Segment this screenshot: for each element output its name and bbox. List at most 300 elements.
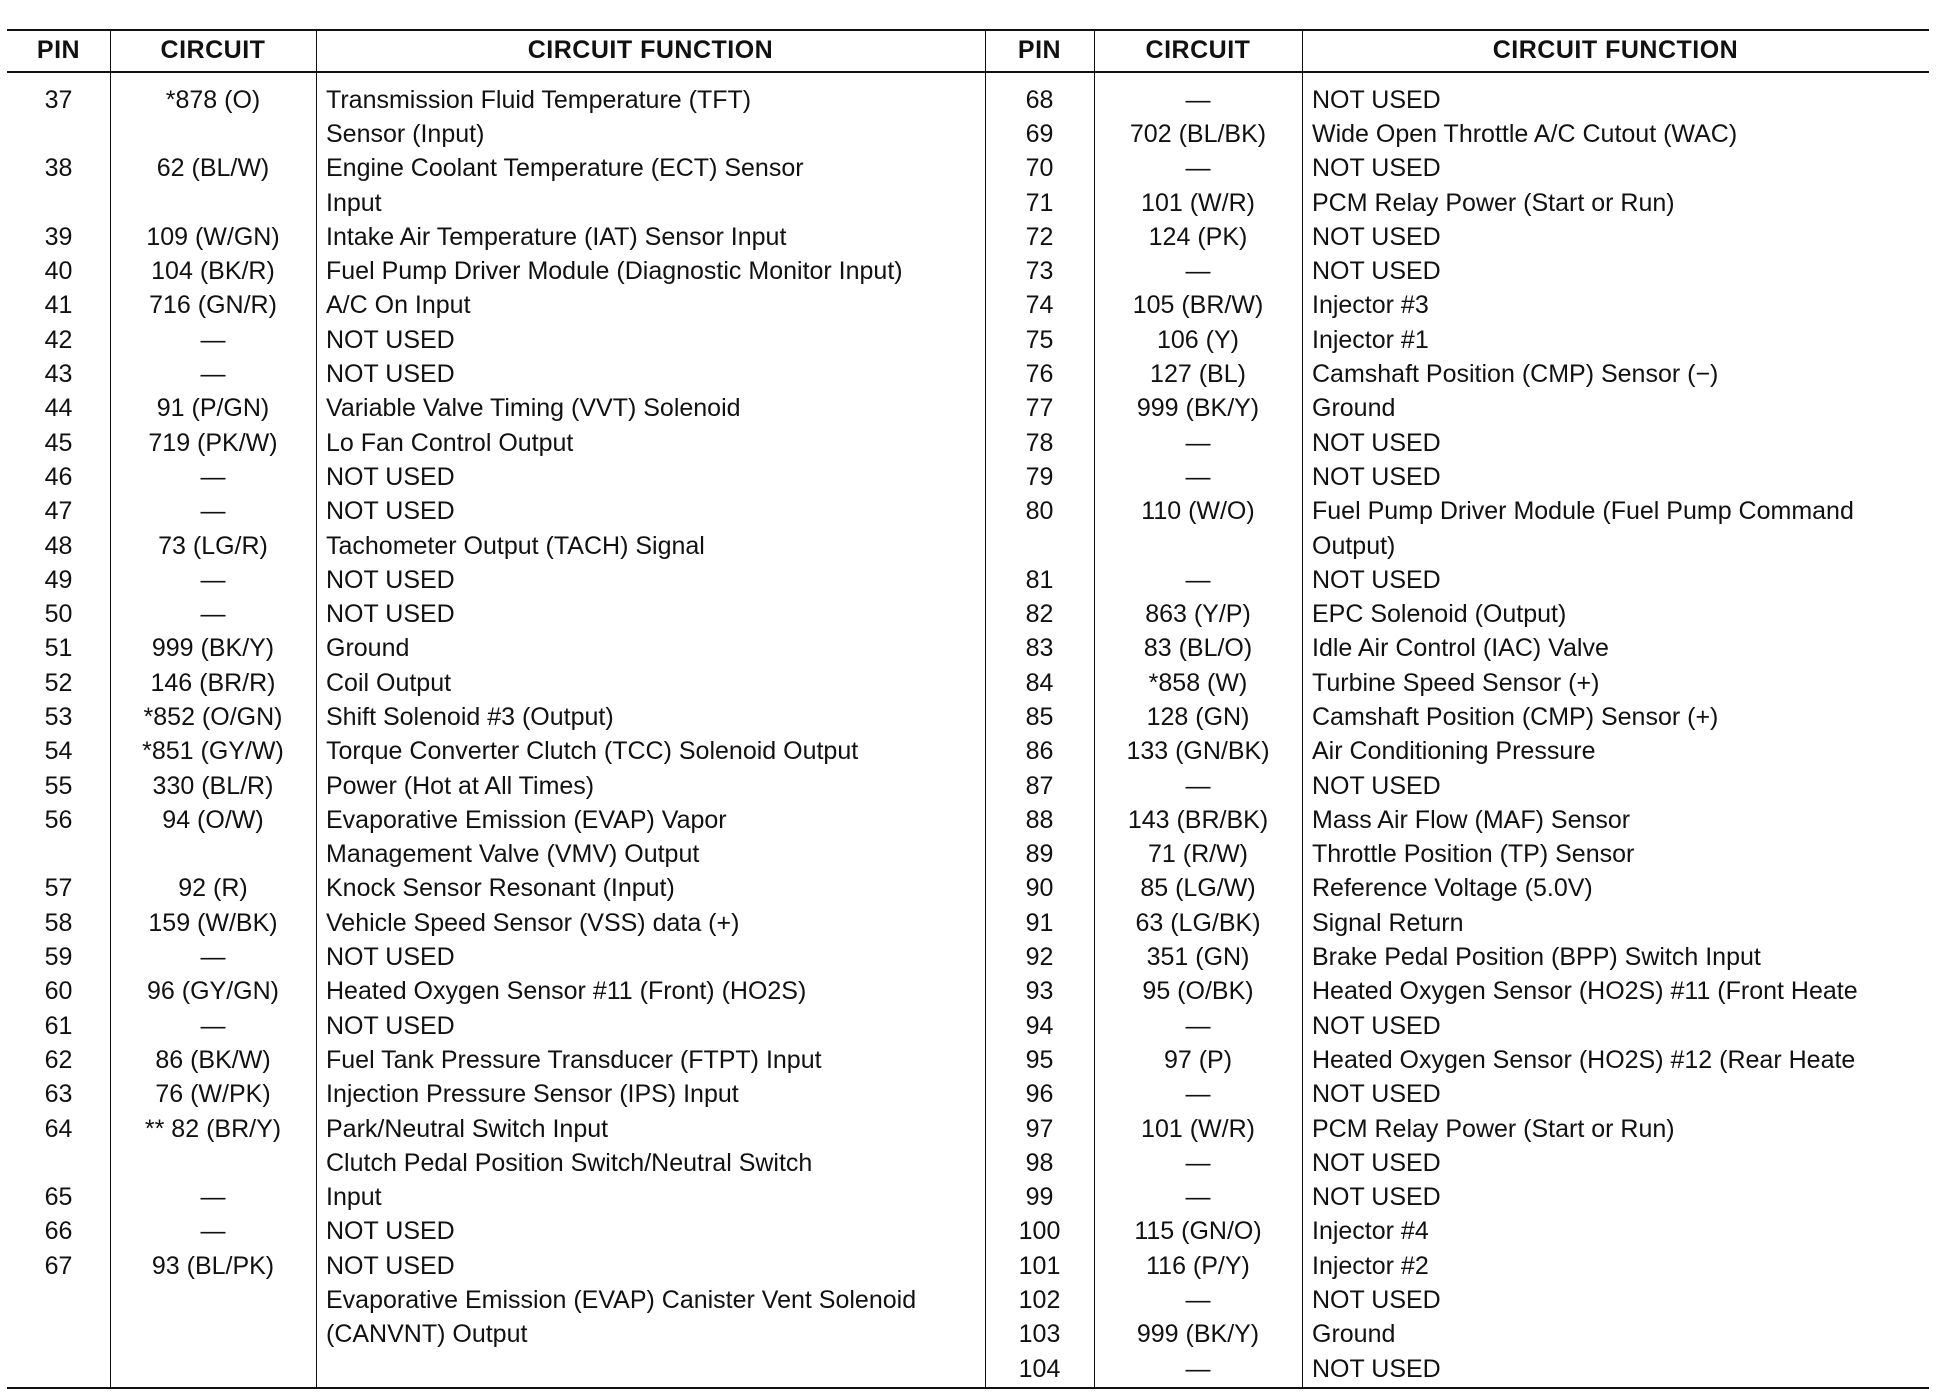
table-row [7,1318,985,1352]
function-cell: Injection Pressure Sensor (IPS) Input [326,1080,739,1109]
function-cell: NOT USED [326,1011,455,1040]
table-row [985,563,1929,597]
pin-cell: 56 [44,805,73,834]
circuit-cell: 143 (BR/BK) [1127,805,1269,834]
table-row [985,872,1929,906]
circuit-cell: 146 (BR/R) [150,668,276,697]
table-row [7,803,985,837]
function-cell: Engine Coolant Temperature (ECT) Sensor [326,154,804,183]
table-row [985,117,1929,151]
circuit-cell: — [200,600,226,629]
function-cell: Park/Neutral Switch Input [326,1114,609,1143]
table-row [985,72,1929,117]
pin-cell [7,117,110,151]
function-cell: PCM Relay Power (Start or Run) [1312,188,1675,217]
table-row [7,152,985,186]
pin-cell: 97 [1025,1114,1054,1143]
pin-cell: 86 [1025,737,1054,766]
pin-cell: 76 [1025,360,1054,389]
circuit-cell: *851 (GY/W) [142,737,284,766]
function-cell: Injector #4 [1312,1217,1429,1246]
pin-cell: 93 [1025,977,1054,1006]
circuit-cell: 133 (GN/BK) [1126,737,1270,766]
pin-cell: 40 [44,257,73,286]
function-cell: NOT USED [326,565,455,594]
function-cell: Ground [1312,1320,1396,1349]
pin-cell: 45 [44,428,73,457]
pin-cell: 88 [1025,805,1054,834]
table-row [7,975,985,1009]
circuit-cell: — [1185,428,1211,457]
circuit-cell: 128 (GN) [1146,702,1250,731]
function-cell: (CANVNT) Output [326,1320,528,1349]
pin-cell: 65 [44,1183,73,1212]
pin-cell: 43 [44,360,73,389]
circuit-cell: 71 (R/W) [1148,840,1248,869]
pin-cell: 75 [1025,325,1054,354]
circuit-cell [110,1283,316,1317]
function-cell: Camshaft Position (CMP) Sensor (−) [1312,360,1719,389]
function-cell: Mass Air Flow (MAF) Sensor [1312,805,1631,834]
table-row [7,838,985,872]
function-cell: NOT USED [1312,771,1441,800]
pin-cell: 85 [1025,702,1054,731]
left-panel [7,29,985,1389]
pin-cell: 95 [1025,1045,1054,1074]
table-row [985,529,1929,563]
circuit-cell: 62 (BL/W) [156,154,270,183]
circuit-cell: — [1185,257,1211,286]
pin-cell: 92 [1025,943,1054,972]
circuit-cell: *878 (O) [165,85,261,114]
pin-cell: 90 [1025,874,1054,903]
function-cell: Knock Sensor Resonant (Input) [326,874,675,903]
table-row [7,700,985,734]
table-row [7,1215,985,1249]
table-row [985,495,1929,529]
table-row [985,1249,1929,1283]
pin-cell: 73 [1025,257,1054,286]
circuit-cell: 159 (W/BK) [148,908,278,937]
function-cell: Brake Pedal Position (BPP) Switch Input [1312,943,1761,972]
pin-cell: 52 [44,668,73,697]
circuit-cell [1094,529,1302,563]
pin-cell [7,1146,110,1180]
circuit-cell: 95 (O/BK) [1142,977,1254,1006]
table-row [985,1112,1929,1146]
pin-cell: 69 [1025,119,1054,148]
table-row [7,1283,985,1317]
circuit-cell: — [200,360,226,389]
table-row [7,1009,985,1043]
pin-cell: 83 [1025,634,1054,663]
circuit-cell: — [200,1217,226,1246]
table-row [985,769,1929,803]
function-cell: NOT USED [1312,1286,1441,1315]
circuit-cell: 999 (BK/Y) [1136,1320,1260,1349]
circuit-cell: 115 (GN/O) [1134,1217,1262,1246]
table-row [985,1146,1929,1180]
function-cell: Input [326,1183,382,1212]
table-row [985,838,1929,872]
pin-cell: 64 [44,1114,73,1143]
table-row [985,186,1929,220]
table-row [985,735,1929,769]
circuit-cell: — [1185,1183,1211,1212]
circuit-cell: — [200,1183,226,1212]
function-cell: NOT USED [326,1217,455,1246]
table-row [7,392,985,426]
circuit-cell: 719 (PK/W) [148,428,278,457]
table-row [985,254,1929,288]
table-row [7,563,985,597]
pin-cell: 62 [44,1045,73,1074]
pin-cell: 42 [44,325,73,354]
function-cell: Transmission Fluid Temperature (TFT) [326,85,752,114]
pin-cell [985,529,1094,563]
circuit-cell: — [1185,771,1211,800]
function-cell: Variable Valve Timing (VVT) Solenoid [326,394,741,423]
table-row [985,460,1929,494]
center-divider [985,29,986,1389]
table-row [7,1112,985,1146]
circuit-cell [110,1318,316,1352]
function-cell: Sensor (Input) [326,119,485,148]
function-cell: NOT USED [1312,85,1441,114]
table-row [7,597,985,631]
circuit-cell: — [200,497,226,526]
circuit-cell: 105 (BR/W) [1132,291,1264,320]
pin-cell: 49 [44,565,73,594]
circuit-cell: — [1185,1011,1211,1040]
left-pin-header: PIN [7,29,110,72]
circuit-cell: 716 (GN/R) [149,291,277,320]
pin-cell: 79 [1025,462,1054,491]
table-row [7,289,985,323]
circuit-cell: 73 (LG/R) [158,531,268,560]
circuit-cell: 999 (BK/Y) [151,634,275,663]
circuit-cell: 94 (O/W) [162,805,264,834]
pin-cell: 46 [44,462,73,491]
table-row [985,289,1929,323]
table-row [985,392,1929,426]
table-row [7,72,985,117]
table-row [985,906,1929,940]
table-row [985,803,1929,837]
pin-cell: 51 [44,634,73,663]
table-row [985,426,1929,460]
function-cell: Management Valve (VMV) Output [326,840,700,869]
pin-cell: 100 [1018,1217,1061,1246]
pin-cell: 48 [44,531,73,560]
function-cell: Wide Open Throttle A/C Cutout (WAC) [1312,119,1738,148]
function-cell: Throttle Position (TP) Sensor [1312,840,1635,869]
circuit-cell: 101 (W/R) [1141,1114,1255,1143]
table-row [7,1146,985,1180]
pin-cell: 68 [1025,85,1054,114]
circuit-cell: — [1185,85,1211,114]
circuit-cell: — [200,565,226,594]
pin-cell: 38 [44,154,73,183]
table-row [985,1215,1929,1249]
pin-cell: 70 [1025,154,1054,183]
circuit-cell: 999 (BK/Y) [1136,394,1260,423]
function-cell: Air Conditioning Pressure [1312,737,1596,766]
function-cell: Power (Hot at All Times) [326,771,595,800]
function-cell: NOT USED [1312,428,1441,457]
table-row [7,1249,985,1283]
pin-cell: 96 [1025,1080,1054,1109]
pin-cell: 89 [1025,840,1054,869]
circuit-cell: — [1185,1148,1211,1177]
table-row [985,632,1929,666]
pin-cell: 60 [44,977,73,1006]
function-cell: Signal Return [1312,908,1464,937]
circuit-cell: — [200,325,226,354]
right-pin-header: PIN [985,29,1094,72]
pin-table [7,29,1929,1389]
function-cell: Evaporative Emission (EVAP) Vapor [326,805,727,834]
function-cell: Tachometer Output (TACH) Signal [326,531,705,560]
table-row [985,597,1929,631]
pin-cell: 101 [1018,1251,1061,1280]
circuit-cell: 101 (W/R) [1141,188,1255,217]
right-divider-2 [1302,29,1303,1389]
table-row [7,1352,985,1386]
pin-cell: 72 [1025,222,1054,251]
table-row [7,220,985,254]
function-cell: Input [326,188,382,217]
function-cell: Injector #1 [1312,325,1429,354]
circuit-cell: 110 (W/O) [1141,497,1255,526]
pin-cell: 44 [44,394,73,423]
pin-cell: 53 [44,702,73,731]
function-cell: Turbine Speed Sensor (+) [1312,668,1600,697]
circuit-cell: 83 (BL/O) [1143,634,1253,663]
table-row [985,1009,1929,1043]
pin-cell: 91 [1025,908,1054,937]
function-cell: Ground [326,634,410,663]
table-row [985,1318,1929,1352]
pin-cell: 67 [44,1251,73,1280]
pin-cell [7,1283,110,1317]
left-table-body [7,72,985,1386]
circuit-cell [110,838,316,872]
pin-cell: 98 [1025,1148,1054,1177]
table-row [985,357,1929,391]
table-row [7,254,985,288]
pin-cell: 103 [1018,1320,1061,1349]
table-row [985,1078,1929,1112]
pin-cell: 99 [1025,1183,1054,1212]
function-cell: Reference Voltage (5.0V) [1312,874,1593,903]
circuit-cell: 127 (BL) [1150,360,1246,389]
table-row [7,186,985,220]
pin-cell: 71 [1025,188,1054,217]
circuit-cell: — [200,943,226,972]
table-row [7,666,985,700]
circuit-cell: 76 (W/PK) [155,1080,271,1109]
pin-cell: 59 [44,943,73,972]
table-row [985,1352,1929,1386]
pin-cell: 87 [1025,771,1054,800]
function-cell: NOT USED [1312,257,1441,286]
circuit-cell [110,1146,316,1180]
table-row [7,1078,985,1112]
circuit-cell: 124 (PK) [1148,222,1248,251]
table-row [7,495,985,529]
function-cell: NOT USED [1312,565,1441,594]
function-cell: NOT USED [1312,1148,1441,1177]
right-circuit-header: CIRCUIT [1094,29,1302,72]
pin-cell [7,838,110,872]
function-cell: PCM Relay Power (Start or Run) [1312,1114,1675,1143]
function-cell: Fuel Pump Driver Module (Diagnostic Monitor Input) [326,257,903,286]
circuit-cell: — [1185,1286,1211,1315]
table-row [7,357,985,391]
function-cell: NOT USED [326,325,455,354]
function-cell [316,1352,985,1386]
circuit-cell [110,186,316,220]
table-row [985,152,1929,186]
table-row [985,975,1929,1009]
circuit-cell: 63 (LG/BK) [1135,908,1261,937]
pin-cell: 74 [1025,291,1054,320]
table-row [7,735,985,769]
function-cell: NOT USED [1312,154,1441,183]
circuit-cell: 116 (P/Y) [1146,1251,1250,1280]
pin-cell: 58 [44,908,73,937]
function-cell: Ground [1312,394,1396,423]
circuit-cell: 106 (Y) [1157,325,1239,354]
circuit-cell: 330 (BL/R) [152,771,274,800]
table-row [7,769,985,803]
pin-cell: 54 [44,737,73,766]
function-cell: Clutch Pedal Position Switch/Neutral Switch [326,1148,813,1177]
circuit-cell: 109 (W/GN) [146,222,280,251]
function-cell: Injector #2 [1312,1251,1429,1280]
pin-cell: 94 [1025,1011,1054,1040]
circuit-cell: *852 (O/GN) [143,702,283,731]
function-cell: NOT USED [1312,1011,1441,1040]
right-function-header: CIRCUIT FUNCTION [1302,29,1929,72]
pin-cell: 102 [1018,1286,1061,1315]
function-cell: NOT USED [1312,1183,1441,1212]
circuit-cell: — [1185,154,1211,183]
circuit-cell: 351 (GN) [1146,943,1250,972]
table-row [7,529,985,563]
pin-cell: 61 [44,1011,73,1040]
circuit-cell: — [200,462,226,491]
pin-cell: 77 [1025,394,1054,423]
function-cell: NOT USED [326,497,455,526]
pin-cell: 84 [1025,668,1054,697]
pin-cell: 50 [44,600,73,629]
circuit-cell: 91 (P/GN) [156,394,270,423]
function-cell: Output) [1312,531,1396,560]
function-cell: EPC Solenoid (Output) [1312,600,1567,629]
function-cell: Evaporative Emission (EVAP) Canister Vent Solenoid [326,1286,917,1315]
right-header-row [985,29,1929,72]
circuit-cell [110,1352,316,1386]
function-cell: NOT USED [326,600,455,629]
pin-cell: 78 [1025,428,1054,457]
pin-cell: 66 [44,1217,73,1246]
pin-cell: 80 [1025,497,1054,526]
right-panel [985,29,1929,1389]
function-cell: Idle Air Control (IAC) Valve [1312,634,1609,663]
table-row [985,1043,1929,1077]
table-row [985,940,1929,974]
table-row [985,666,1929,700]
table-row [985,1283,1929,1317]
circuit-cell: — [1185,462,1211,491]
circuit-cell: 96 (GY/GN) [147,977,279,1006]
function-cell: NOT USED [1312,462,1441,491]
left-table [7,29,985,1386]
table-row [7,323,985,357]
circuit-cell: — [1185,1354,1211,1383]
table-row [7,872,985,906]
left-circuit-header: CIRCUIT [110,29,316,72]
pin-cell [7,1318,110,1352]
circuit-cell: 92 (R) [178,874,248,903]
circuit-cell: 85 (LG/W) [1140,874,1256,903]
pin-cell: 81 [1025,565,1054,594]
circuit-cell: — [200,1011,226,1040]
table-row [7,426,985,460]
table-row [985,700,1929,734]
table-row [7,1043,985,1077]
function-cell: NOT USED [326,462,455,491]
pin-cell: 41 [44,291,73,320]
right-table-body [985,72,1929,1386]
function-cell: Lo Fan Control Output [326,428,574,457]
right-table [985,29,1929,1386]
circuit-cell: 702 (BL/BK) [1129,119,1267,148]
pin-cell: 39 [44,222,73,251]
function-cell: NOT USED [1312,1080,1441,1109]
pin-cell: 104 [1018,1354,1061,1383]
function-cell: Coil Output [326,668,452,697]
circuit-cell: 93 (BL/PK) [151,1251,275,1280]
table-row [7,117,985,151]
right-divider-1 [1094,29,1095,1389]
circuit-cell: 97 (P) [1163,1045,1233,1074]
function-cell: NOT USED [1312,222,1441,251]
table-row [7,632,985,666]
table-row [7,1181,985,1215]
function-cell: A/C On Input [326,291,471,320]
function-cell: Fuel Tank Pressure Transducer (FTPT) Input [326,1045,822,1074]
table-row [985,1181,1929,1215]
table-row [7,460,985,494]
function-cell: Torque Converter Clutch (TCC) Solenoid Output [326,737,859,766]
function-cell: Heated Oxygen Sensor (HO2S) #11 (Front Heate [1312,977,1858,1006]
function-cell: Fuel Pump Driver Module (Fuel Pump Command [1312,497,1854,526]
left-function-header: CIRCUIT FUNCTION [316,29,985,72]
function-cell: NOT USED [326,943,455,972]
circuit-cell: 863 (Y/P) [1145,600,1251,629]
function-cell: Heated Oxygen Sensor #11 (Front) (HO2S) [326,977,807,1006]
pin-cell: 82 [1025,600,1054,629]
function-cell: Intake Air Temperature (IAT) Sensor Input [326,222,787,251]
circuit-cell: ** 82 (BR/Y) [144,1114,282,1143]
function-cell: NOT USED [1312,1354,1441,1383]
function-cell: NOT USED [326,1251,455,1280]
circuit-cell: — [1185,565,1211,594]
pin-cell: 57 [44,874,73,903]
